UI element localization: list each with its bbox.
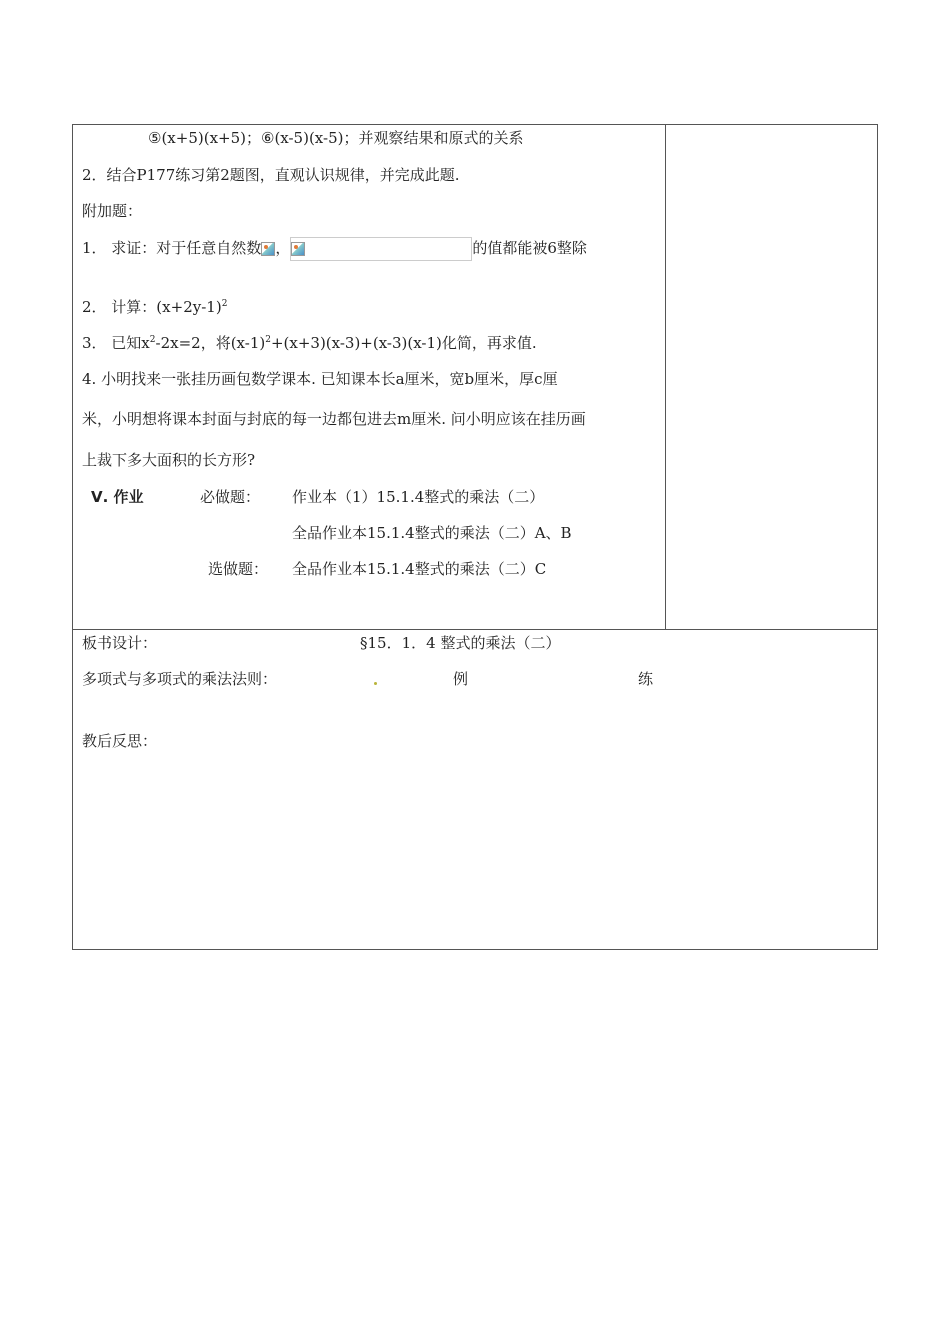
exercise-2: 2．结合P177练习第2题图，直观认识规律，并完成此题. [82, 166, 460, 184]
formula-image-box [290, 237, 472, 261]
exercise-line-5-6: ⑤(x+5)(x+5)；⑥(x-5)(x-5)；并观察结果和原式的关系 [148, 129, 524, 147]
broken-image-icon [291, 242, 305, 256]
bonus-heading: 附加题： [82, 202, 143, 220]
bonus-1: 1． 求证：对于任意自然数 ， 的值都能被6整除 [82, 237, 587, 261]
multiplication-rule-label: 多项式与多项式的乘法法则： [82, 670, 278, 688]
practice-label: 练 [638, 670, 654, 688]
stray-dot [374, 682, 377, 685]
board-design-title: §15．1．4 整式的乘法（二） [360, 634, 561, 652]
homework-required-1: 作业本（1）15.1.4整式的乘法（二） [292, 488, 545, 506]
broken-image-icon [261, 242, 275, 256]
homework-required-label: 必做题： [200, 488, 261, 506]
upper-right-cell [665, 124, 878, 630]
board-design-label: 板书设计： [82, 634, 158, 652]
bonus-4-line-3: 上裁下多大面积的长方形? [82, 451, 256, 469]
homework-required-2: 全品作业本15.1.4整式的乘法（二）A、B [292, 524, 572, 542]
homework-title: Ⅴ. 作业 [91, 488, 144, 506]
example-label: 例 [453, 670, 469, 688]
bonus-2: 2． 计算：$(x+2y-1)^2$ [82, 298, 228, 316]
reflection-label: 教后反思： [82, 732, 158, 750]
bonus-4-line-1: 4. 小明找来一张挂历画包数学课本. 已知课本长a厘米，宽b厘米，厚c厘 [82, 370, 558, 388]
homework-optional-1: 全品作业本15.1.4整式的乘法（二）C [292, 560, 547, 578]
bonus-4-line-2: 米，小明想将课本封面与封底的每一边都包进去m厘米. 问小明应该在挂历画 [82, 410, 586, 428]
homework-optional-label: 选做题： [208, 560, 269, 578]
bonus-3: 3． 已知$x^2-2x=2$，将$(x-1)^2+(x+3)(x-3)+(x-3)(x-1)$化简，再求值. [82, 334, 537, 352]
